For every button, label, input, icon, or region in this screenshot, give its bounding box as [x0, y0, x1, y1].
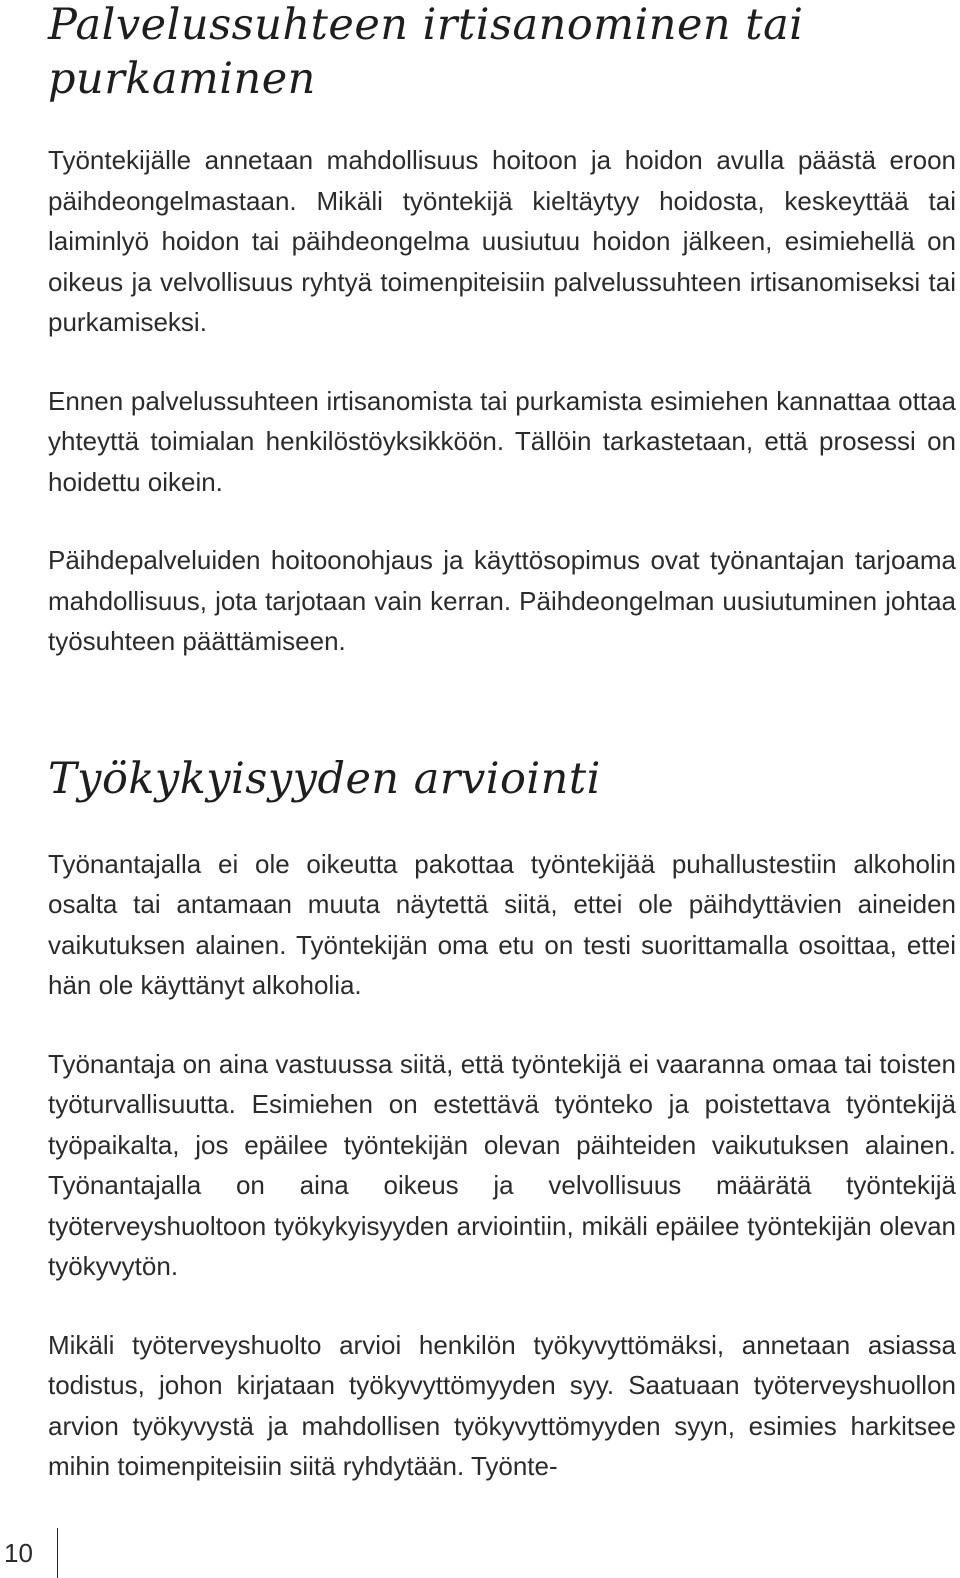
- section-heading-termination: Palvelussuhteen irtisanominen tai purkaminen: [48, 0, 804, 104]
- paragraph: Päihdepalveluiden hoitoonohjaus ja käyttösopimus ovat työnantajan tarjoama mahdollisuus, jota tarjotaan vain kerran. Päihdeongelman uusiutuminen johtaa työsuhteen päättämiseen.: [48, 545, 956, 656]
- document-page: [48, 0, 956, 1487]
- paragraph: Työnantajalla ei ole oikeutta pakottaa työntekijää puhallustestiin alkoholin osalta tai antamaan muuta näytettä siitä, ettei ole päihdyttävien aineiden vaikutuksen alainen. Työntekijän oma etu on testi suorittamalla osoittaa, ettei hän ole käyttänyt alkoholia.: [48, 848, 956, 1000]
- section-heading-work-ability: Työkykyisyyden arviointi: [48, 753, 601, 804]
- paragraph: Työntekijälle annetaan mahdollisuus hoitoon ja hoidon avulla päästä eroon päihdeongelmastaan. Mikäli työntekijä kieltäytyy hoidosta, keskeyttää tai laiminlyö hoidon tai päihdeongelma uusiutuu hoidon jälkeen, esimiehellä on oikeus ja velvollisuus ryhtyä toimenpiteisiin palvelussuhteen irtisanomiseksi tai purkamiseksi.: [48, 145, 956, 337]
- paragraph: Ennen palvelussuhteen irtisanomista tai purkamista esimiehen kannattaa ottaa yhteyttä toimialan henkilöstöyksikköön. Tällöin tarkastetaan, että prosessi on hoidettu oikein.: [48, 385, 956, 497]
- page-number: 10: [0, 1528, 58, 1578]
- paragraph: Työnantaja on aina vastuussa siitä, että työntekijä ei vaaranna omaa tai toisten työturvallisuutta. Esimiehen on estettävä työnteko ja poistettava työntekijä työpaikalta, jos epäilee työntekijän olevan päihteiden vaikutuksen alainen. Työnantajalla on aina oikeus ja velvollisuus määrätä työntekijä työterveyshuoltoon työkykyisyyden arviointiin, mikäli epäilee työntekijän olevan työkyvytön.: [48, 1048, 956, 1281]
- paragraph: Mikäli työterveyshuolto arvioi henkilön työkyvyttömäksi, annetaan asiassa todistus, johon kirjataan työkyvyttömyyden syy. Saatuaan työterveyshuollon arvion työkyvystä ja mahdollisen työkyvyttömyyden syyn, esimies harkitsee mihin toimenpiteisiin siitä ryhdytään. Työnte-: [48, 1329, 956, 1481]
